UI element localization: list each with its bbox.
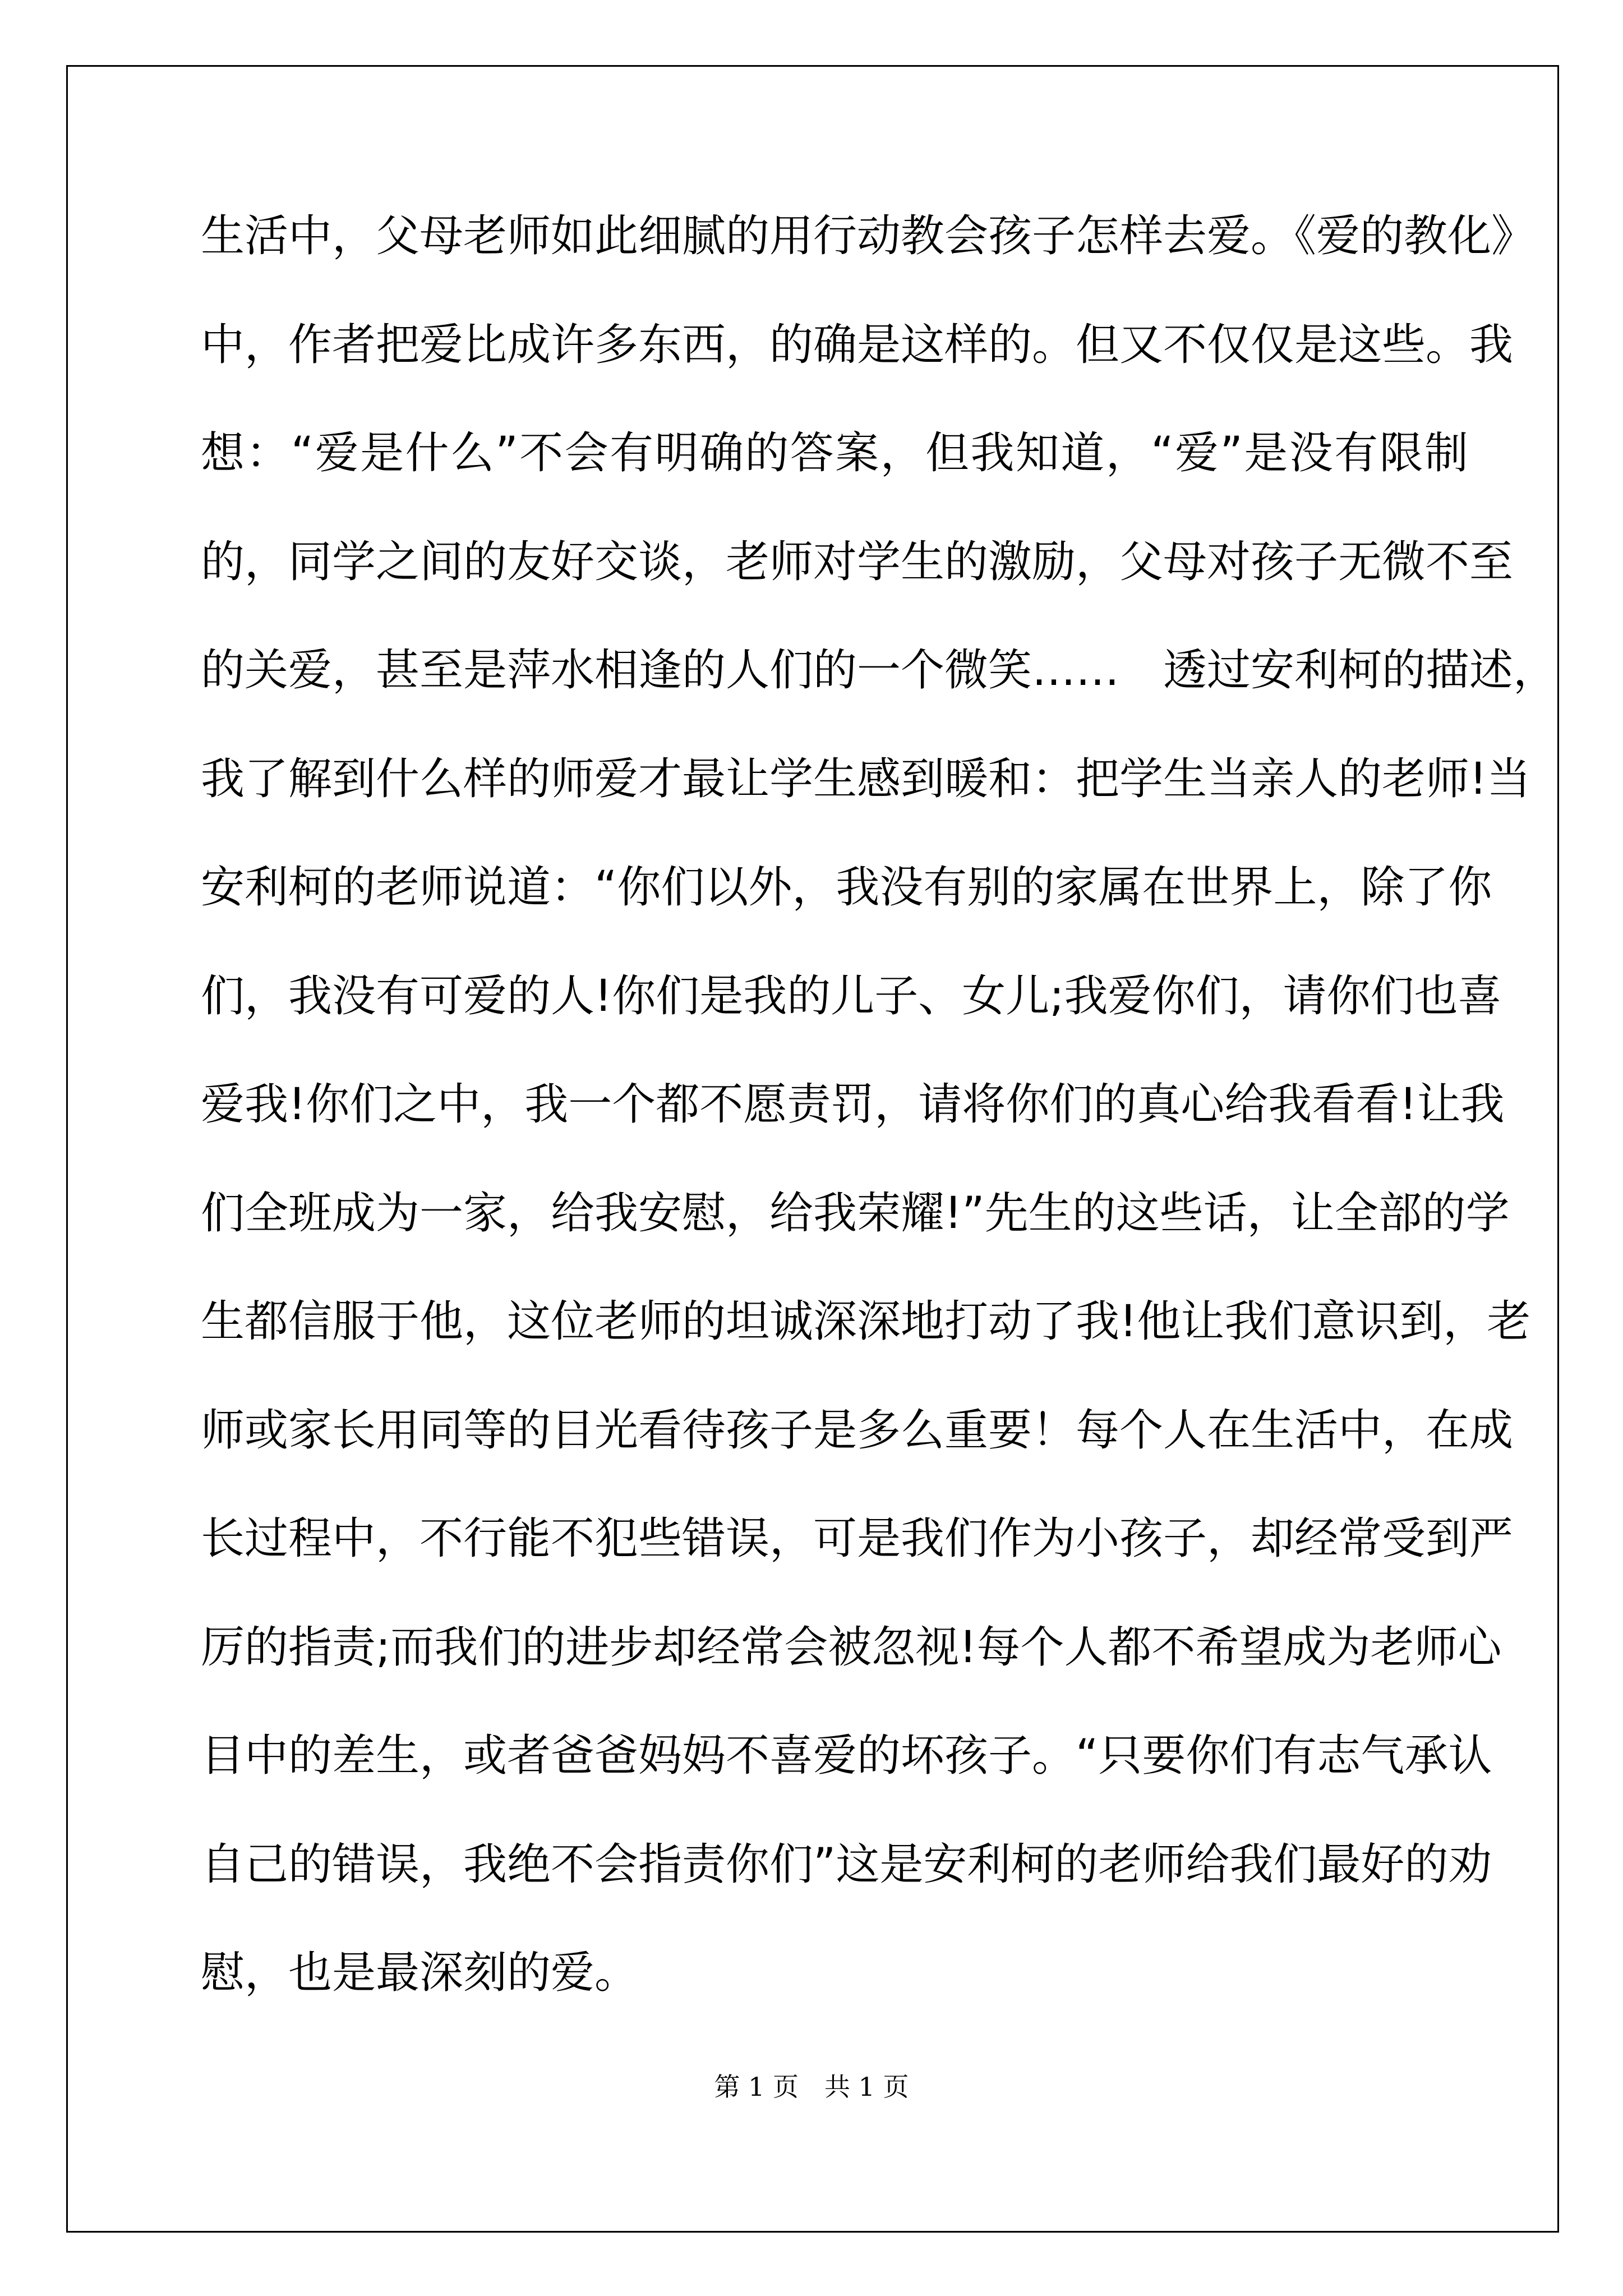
page-footer: 第 1 页 共 1 页 bbox=[714, 2072, 909, 2102]
text-line: 厉的指责;而我们的进步却经常会被忽视!每个人都不希望成为老师心 bbox=[201, 1622, 1502, 1673]
text-line: 长过程中，不行能不犯些错误，可是我们作为小孩子，却经常受到严 bbox=[201, 1513, 1514, 1564]
text-line: 的，同学之间的友好交谈，老师对学生的激励，父母对孩子无微不至 bbox=[201, 536, 1514, 587]
document-body bbox=[201, 201, 1557, 2046]
text-line: 中，作者把爱比成许多东西，的确是这样的。但又不仅仅是这些。我 bbox=[201, 319, 1514, 370]
text-line: 们全班成为一家，给我安慰，给我荣耀!”先生的这些话，让全部的学 bbox=[201, 1188, 1510, 1239]
text-line: 慰，也是最深刻的爱。 bbox=[201, 1948, 639, 1998]
text-line: 们，我没有可爱的人!你们是我的儿子、女儿;我爱你们，请你们也喜 bbox=[201, 970, 1502, 1022]
text-line: 想：“爱是什么”不会有明确的答案，但我知道，“爱”是没有限制 bbox=[201, 428, 1468, 478]
text-line: 的关爱，甚至是萍水相逢的人们的一个微笑…… 透过安利柯的描述， bbox=[201, 645, 1557, 696]
text-line: 安利柯的老师说道：“你们以外，我没有别的家属在世界上，除了你 bbox=[201, 862, 1492, 913]
text-line: 生活中，父母老师如此细腻的用行动教会孩子怎样去爱。《爱的教化》 bbox=[201, 211, 1536, 261]
text-line: 目中的差生，或者爸爸妈妈不喜爱的坏孩子。“只要你们有志气承认 bbox=[201, 1731, 1492, 1781]
text-line: 自己的错误，我绝不会指责你们”这是安利柯的老师给我们最好的劝 bbox=[201, 1839, 1492, 1890]
text-line: 爱我!你们之中，我一个都不愿责罚，请将你们的真心给我看看!让我 bbox=[201, 1079, 1505, 1130]
text-line: 我了解到什么样的师爱才最让学生感到暖和：把学生当亲人的老师!当 bbox=[201, 753, 1531, 804]
text-line: 师或家长用同等的目光看待孩子是多么重要！每个人在生活中，在成 bbox=[201, 1405, 1514, 1456]
text-line: 生都信服于他，这位老师的坦诚深深地打动了我!他让我们意识到，老 bbox=[201, 1296, 1531, 1347]
